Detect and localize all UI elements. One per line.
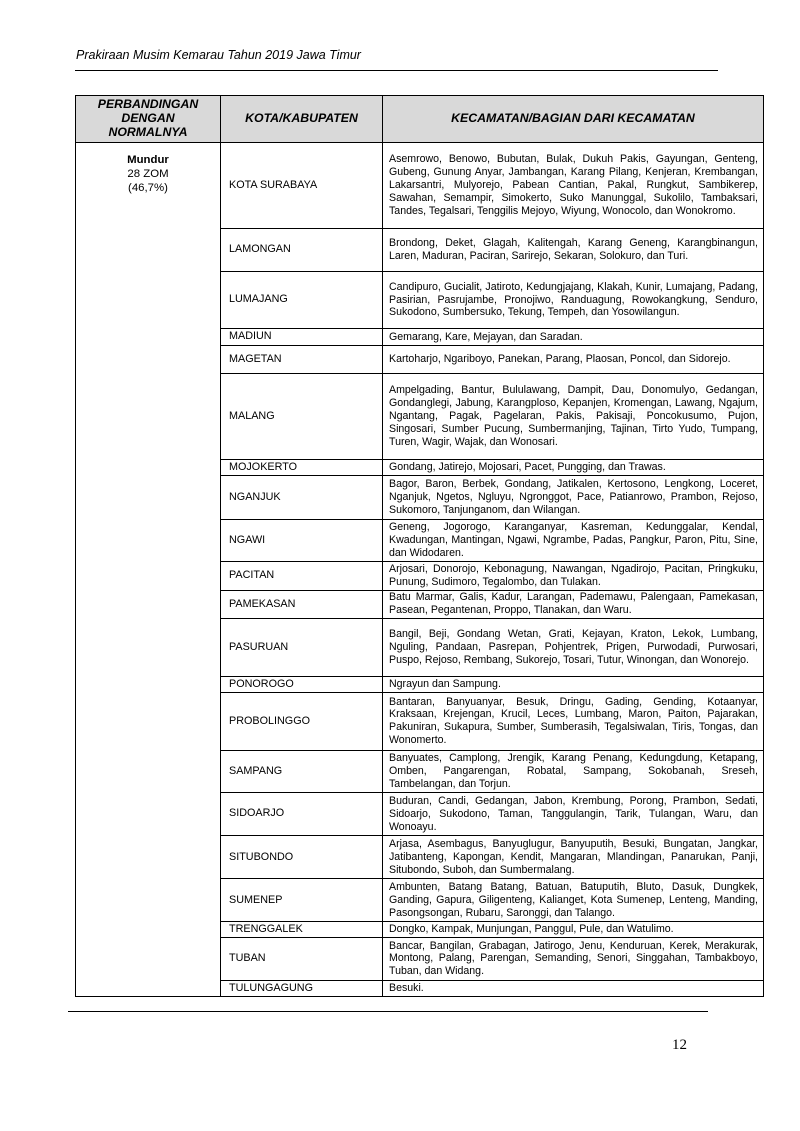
kecamatan-cell: Ngrayun dan Sampung. — [383, 676, 764, 692]
kabupaten-cell: PACITAN — [221, 562, 383, 590]
kecamatan-cell: Gondang, Jatirejo, Mojosari, Pacet, Pungging, dan Trawas. — [383, 460, 764, 476]
kabupaten-cell: LAMONGAN — [221, 229, 383, 272]
table-body — [76, 143, 764, 997]
header-kabupaten: KOTA/KABUPATEN — [221, 96, 383, 143]
kabupaten-cell: NGANJUK — [221, 476, 383, 520]
kecamatan-cell: Buduran, Candi, Gedangan, Jabon, Krembung, Porong, Prambon, Sedati, Sidoarjo, Sukodono, Taman, Tanggulangin, Tarik, Tulangan, Waru, dan Wonoayu. — [383, 793, 764, 836]
kabupaten-cell: NGAWI — [221, 519, 383, 562]
kecamatan-cell: Banyuates, Camplong, Jrengik, Karang Penang, Kedungdung, Ketapang, Omben, Pangarengan, Robatal, Sampang, Sokobanah, Sreseh, Tambelangan, dan Torjun. — [383, 750, 764, 793]
comparison-cell — [76, 143, 221, 997]
kabupaten-cell: SAMPANG — [221, 750, 383, 793]
comparison-percent: (46,7%) — [128, 181, 168, 194]
kabupaten-cell: MALANG — [221, 373, 383, 459]
kabupaten-cell: PONOROGO — [221, 676, 383, 692]
header-rule — [75, 70, 718, 71]
header-kecamatan: KECAMATAN/BAGIAN DARI KECAMATAN — [383, 96, 764, 143]
kecamatan-cell: Besuki. — [383, 980, 764, 996]
kabupaten-cell: PROBOLINGGO — [221, 692, 383, 750]
kabupaten-cell: SITUBONDO — [221, 835, 383, 879]
kabupaten-cell: SIDOARJO — [221, 793, 383, 836]
footer-rule — [68, 1011, 708, 1012]
kabupaten-cell: PASURUAN — [221, 619, 383, 677]
kabupaten-cell: KOTA SURABAYA — [221, 143, 383, 229]
kecamatan-cell: Bancar, Bangilan, Grabagan, Jatirogo, Jenu, Kenduruan, Kerek, Merakurak, Montong, Palang, Parengan, Semanding, Senori, Singgahan, Tambakboyo, Tuban, dan Widang. — [383, 938, 764, 981]
kecamatan-cell: Brondong, Deket, Glagah, Kalitengah, Karang Geneng, Karangbinangun, Laren, Maduran, Paciran, Sarirejo, Sekaran, Solokuro, dan Turi. — [383, 229, 764, 272]
running-header-title: Prakiraan Musim Kemarau Tahun 2019 Jawa Timur — [76, 48, 361, 62]
comparison-label: Mundur — [127, 154, 169, 166]
kecamatan-cell: Geneng, Jogorogo, Karanganyar, Kasreman, Kedunggalar, Kendal, Kwadungan, Mantingan, Ngawi, Ngrambe, Padas, Pangkur, Paron, Pitu, Sine, dan Widodaren. — [383, 519, 764, 562]
kabupaten-cell: SUMENEP — [221, 879, 383, 922]
kabupaten-cell: PAMEKASAN — [221, 590, 383, 618]
page-number: 12 — [672, 1037, 687, 1053]
kecamatan-cell: Bantaran, Banyuanyar, Besuk, Dringu, Gading, Gending, Kotaanyar, Kraksaan, Krejengan, Krucil, Leces, Lumbang, Maron, Paiton, Pajarakan, Pakuniran, Sukapura, Sumber, Sumberasih, Tegalsiwalan, Tiris, Tongas, dan Wonomerto. — [383, 692, 764, 750]
kabupaten-cell: TUBAN — [221, 938, 383, 981]
kecamatan-cell: Asemrowo, Benowo, Bubutan, Bulak, Dukuh Pakis, Gayungan, Genteng, Gubeng, Gunung Anyar, Jambangan, Karang Pilang, Kenjeran, Krembangan, Lakarsantri, Mulyorejo, Pabean Cantian, Pakal, Rungkut, Sambikerep, Sawahan, Semampir, Simokerto, Suko Manunggal, Sukolilo, Tambaksari, Tandes, Tegalsari, Tenggilis Mejoyo, Wiyung, Wonocolo, dan Wonokromo. — [383, 143, 764, 229]
forecast-table — [75, 95, 764, 997]
kabupaten-cell: TULUNGAGUNG — [221, 980, 383, 996]
kabupaten-cell: MOJOKERTO — [221, 460, 383, 476]
kecamatan-cell: Gemarang, Kare, Mejayan, dan Saradan. — [383, 329, 764, 345]
table-header-row — [76, 96, 764, 143]
kecamatan-cell: Arjasa, Asembagus, Banyuglugur, Banyuputih, Besuki, Bungatan, Jangkar, Jatibanteng, Kapongan, Kendit, Mangaran, Mlandingan, Panarukan, Panji, Situbondo, Suboh, dan Sumbermalang. — [383, 835, 764, 879]
header-comparison: PERBANDINGAN DENGAN NORMALNYA — [76, 96, 221, 143]
kecamatan-cell: Candipuro, Gucialit, Jatiroto, Kedungjajang, Klakah, Kunir, Lumajang, Padang, Pasirian, Pasrujambe, Pronojiwo, Randuagung, Rowokangkung, Senduro, Sukodono, Sumbersuko, Tekung, Tempeh, dan Yosowilangun. — [383, 271, 764, 329]
table-container — [75, 95, 763, 997]
comparison-zom: 28 ZOM — [127, 167, 169, 180]
kabupaten-cell: TRENGGALEK — [221, 921, 383, 937]
kecamatan-cell: Ampelgading, Bantur, Bululawang, Dampit, Dau, Donomulyo, Gedangan, Gondanglegi, Jabung, Karangploso, Kepanjen, Kromengan, Lawang, Ngajum, Ngantang, Pagak, Pagelaran, Pakis, Pakisaji, Poncokusumo, Pujon, Singosari, Sumber Pucung, Sumbermanjing, Tajinan, Tirto Yudo, Tumpang, Turen, Wagir, Wajak, dan Wonosari. — [383, 373, 764, 459]
kecamatan-cell: Arjosari, Donorojo, Kebonagung, Nawangan, Ngadirojo, Pacitan, Pringkuku, Punung, Sudimoro, Tegalombo, dan Tulakan. — [383, 562, 764, 590]
kecamatan-cell: Ambunten, Batang Batang, Batuan, Batuputih, Bluto, Dasuk, Dungkek, Ganding, Gapura, Giligenteng, Kalianget, Kota Sumenep, Lenteng, Manding, Pasongsongan, Rubaru, Saronggi, dan Talango. — [383, 879, 764, 922]
kecamatan-cell: Bagor, Baron, Berbek, Gondang, Jatikalen, Kertosono, Lengkong, Loceret, Nganjuk, Ngetos, Ngluyu, Ngronggot, Pace, Patianrowo, Prambon, Rejoso, Sukomoro, Tanjunganom, dan Wilangan. — [383, 476, 764, 520]
kecamatan-cell: Bangil, Beji, Gondang Wetan, Grati, Kejayan, Kraton, Lekok, Lumbang, Nguling, Pandaan, Pasrepan, Pohjentrek, Prigen, Purwodadi, Purwosari, Puspo, Rejoso, Rembang, Sukorejo, Tosari, Tutur, Winongan, dan Wonorejo. — [383, 619, 764, 677]
kecamatan-cell: Kartoharjo, Ngariboyo, Panekan, Parang, Plaosan, Poncol, dan Sidorejo. — [383, 345, 764, 373]
kabupaten-cell: MADIUN — [221, 329, 383, 345]
table-row — [76, 143, 764, 229]
kabupaten-cell: MAGETAN — [221, 345, 383, 373]
kecamatan-cell: Batu Marmar, Galis, Kadur, Larangan, Pademawu, Palengaan, Pamekasan, Pasean, Pegantenan, Proppo, Tlanakan, dan Waru. — [383, 590, 764, 618]
kecamatan-cell: Dongko, Kampak, Munjungan, Panggul, Pule, dan Watulimo. — [383, 921, 764, 937]
kabupaten-cell: LUMAJANG — [221, 271, 383, 329]
